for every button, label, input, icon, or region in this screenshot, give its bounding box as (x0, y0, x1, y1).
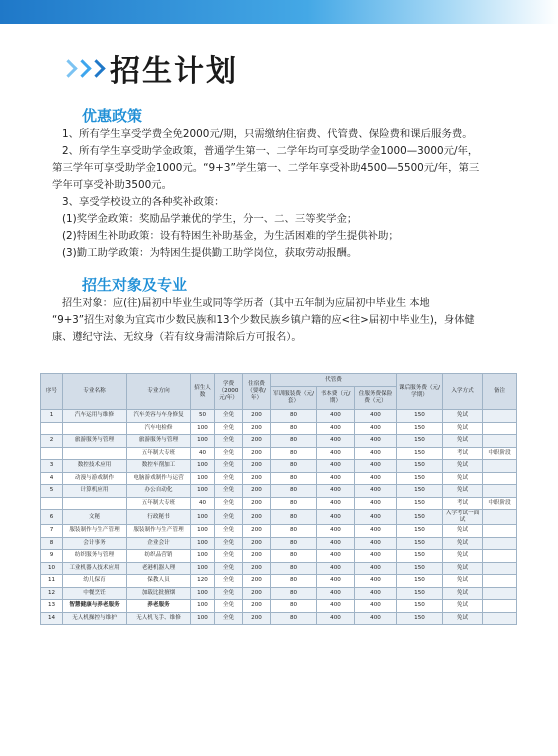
cell-service: 150 (397, 472, 443, 485)
table-body (41, 410, 517, 625)
table-row (41, 562, 517, 575)
cell-insurance: 400 (355, 575, 397, 588)
cell-service: 150 (397, 422, 443, 435)
cell-books: 400 (317, 525, 355, 538)
cell-major: 会计事务 (63, 537, 127, 550)
header-major: 专业名称 (63, 374, 127, 410)
cell-insurance: 400 (355, 525, 397, 538)
cell-dorm: 200 (243, 600, 271, 613)
cell-tuition: 全免 (215, 587, 243, 600)
cell-service: 150 (397, 460, 443, 473)
cell-plan: 100 (191, 485, 215, 498)
cell-plan: 120 (191, 575, 215, 588)
cell-admission: 免试 (443, 587, 483, 600)
cell-admission: 免试 (443, 600, 483, 613)
cell-tuition: 全免 (215, 510, 243, 525)
policy-line: 1、所有学生享受学费全免2000元/期，只需缴纳住宿费、代管费、保险费和课后服务费。 (62, 128, 473, 140)
cell-insurance: 400 (355, 510, 397, 525)
cell-remark: 中职阶段 (483, 447, 517, 460)
cell-plan: 100 (191, 600, 215, 613)
cell-remark (483, 575, 517, 588)
table-row (41, 550, 517, 563)
cell-insurance: 400 (355, 447, 397, 460)
cell-dorm: 200 (243, 562, 271, 575)
cell-seq: 14 (41, 612, 63, 625)
cell-plan: 100 (191, 562, 215, 575)
cell-direction: 无人机飞手、维修 (127, 612, 191, 625)
cell-plan: 100 (191, 537, 215, 550)
cell-books: 400 (317, 510, 355, 525)
cell-direction: 行政秘书 (127, 510, 191, 525)
table-row (41, 422, 517, 435)
cell-tuition: 全免 (215, 497, 243, 510)
cell-major (63, 447, 127, 460)
cell-dorm: 200 (243, 447, 271, 460)
cell-remark (483, 525, 517, 538)
cell-books: 400 (317, 587, 355, 600)
cell-service: 150 (397, 562, 443, 575)
cell-dorm: 200 (243, 497, 271, 510)
page-header (62, 48, 238, 88)
cell-seq (41, 447, 63, 460)
cell-service: 150 (397, 587, 443, 600)
policy-line: (3)勤工助学政策：为特困生提供勤工助学岗位，获取劳动报酬。 (62, 247, 358, 259)
cell-tuition: 全免 (215, 472, 243, 485)
cell-major (63, 497, 127, 510)
cell-seq: 1 (41, 410, 63, 423)
cell-seq: 4 (41, 472, 63, 485)
cell-tuition: 全免 (215, 485, 243, 498)
policy-section-title: 优惠政策 (82, 107, 143, 125)
cell-direction: 汽车美容与车身修复 (127, 410, 191, 423)
cell-remark (483, 587, 517, 600)
cell-admission: 免试 (443, 537, 483, 550)
table-row (41, 510, 517, 525)
cell-admission: 免试 (443, 562, 483, 575)
cell-tuition: 全免 (215, 612, 243, 625)
cell-dorm: 200 (243, 587, 271, 600)
cell-plan: 100 (191, 460, 215, 473)
cell-remark (483, 537, 517, 550)
cell-tuition: 全免 (215, 447, 243, 460)
cell-admission: 免试 (443, 472, 483, 485)
cell-uniform: 80 (271, 422, 317, 435)
table-row (41, 587, 517, 600)
cell-seq: 3 (41, 460, 63, 473)
cell-seq: 11 (41, 575, 63, 588)
cell-tuition: 全免 (215, 550, 243, 563)
cell-major: 纺织服务与管理 (63, 550, 127, 563)
header-uniform: 军训服装费（元/套） (271, 387, 317, 410)
cell-plan: 100 (191, 435, 215, 448)
cell-major: 工业机器人技术应用 (63, 562, 127, 575)
cell-books: 400 (317, 600, 355, 613)
cell-plan: 100 (191, 472, 215, 485)
cell-insurance: 400 (355, 435, 397, 448)
table-row (41, 575, 517, 588)
cell-remark (483, 562, 517, 575)
cell-plan: 100 (191, 612, 215, 625)
cell-books: 400 (317, 447, 355, 460)
cell-plan: 100 (191, 525, 215, 538)
cell-service: 150 (397, 537, 443, 550)
cell-tuition: 全免 (215, 422, 243, 435)
cell-seq (41, 422, 63, 435)
cell-major (63, 422, 127, 435)
header-books: 书本费（元/期） (317, 387, 355, 410)
cell-direction: 养老服务 (127, 600, 191, 613)
cell-insurance: 400 (355, 422, 397, 435)
cell-books: 400 (317, 472, 355, 485)
cell-direction: 旅游服务与管理 (127, 435, 191, 448)
cell-insurance: 400 (355, 550, 397, 563)
cell-service: 150 (397, 525, 443, 538)
cell-books: 400 (317, 460, 355, 473)
cell-insurance: 400 (355, 410, 397, 423)
cell-admission: 免试 (443, 435, 483, 448)
cell-dorm: 200 (243, 435, 271, 448)
table-row (41, 525, 517, 538)
policy-line: 3、享受学校设立的各种奖补政策： (62, 196, 225, 208)
cell-major: 旅游服务与管理 (63, 435, 127, 448)
cell-uniform: 80 (271, 460, 317, 473)
header-insurance: 住服务费保险费（元） (355, 387, 397, 410)
cell-admission: 免试 (443, 550, 483, 563)
cell-uniform: 80 (271, 612, 317, 625)
cell-uniform: 80 (271, 587, 317, 600)
cell-books: 400 (317, 497, 355, 510)
cell-plan: 40 (191, 497, 215, 510)
cell-seq (41, 497, 63, 510)
cell-direction: 五年制大专班 (127, 447, 191, 460)
cell-tuition: 全免 (215, 600, 243, 613)
cell-remark: 中职阶段 (483, 497, 517, 510)
cell-insurance: 400 (355, 497, 397, 510)
cell-direction: 五年制大专班 (127, 497, 191, 510)
cell-admission: 免试 (443, 575, 483, 588)
cell-tuition: 全免 (215, 562, 243, 575)
cell-insurance: 400 (355, 587, 397, 600)
cell-major: 数控技术应用 (63, 460, 127, 473)
cell-dorm: 200 (243, 510, 271, 525)
header-tuition: 学费（2000元/年） (215, 374, 243, 410)
cell-dorm: 200 (243, 410, 271, 423)
cell-plan: 40 (191, 447, 215, 460)
cell-uniform: 80 (271, 497, 317, 510)
cell-uniform: 80 (271, 510, 317, 525)
cell-uniform: 80 (271, 472, 317, 485)
policy-line: (2)特困生补助政策：设有特困生补助基金，为生活困难的学生提供补助； (62, 230, 399, 242)
cell-direction: 保教人员 (127, 575, 191, 588)
cell-remark (483, 460, 517, 473)
cell-admission: 免试 (443, 410, 483, 423)
header-plan: 招生人数 (191, 374, 215, 410)
cell-major: 计算机应用 (63, 485, 127, 498)
cell-books: 400 (317, 422, 355, 435)
cell-major: 智慧健康与养老服务 (63, 600, 127, 613)
cell-insurance: 400 (355, 460, 397, 473)
cell-dorm: 200 (243, 525, 271, 538)
cell-seq: 5 (41, 485, 63, 498)
cell-insurance: 400 (355, 612, 397, 625)
cell-books: 400 (317, 612, 355, 625)
top-decorative-band (0, 0, 558, 24)
cell-insurance: 400 (355, 600, 397, 613)
enroll-section-title: 招生对象及专业 (82, 276, 188, 294)
header-admission: 入学方式 (443, 374, 483, 410)
cell-plan: 50 (191, 410, 215, 423)
table-row (41, 612, 517, 625)
cell-insurance: 400 (355, 485, 397, 498)
chevron-right-icon (62, 62, 104, 75)
cell-dorm: 200 (243, 550, 271, 563)
cell-uniform: 80 (271, 435, 317, 448)
cell-admission: 考试 (443, 497, 483, 510)
cell-major: 汽车运用与维修 (63, 410, 127, 423)
cell-books: 400 (317, 410, 355, 423)
cell-direction: 办公自动化 (127, 485, 191, 498)
cell-dorm: 200 (243, 472, 271, 485)
header-direction: 专业方向 (127, 374, 191, 410)
policy-line: 第三学年可享受助学金1000元。“9+3”学生第一、二学年享受补助4500—5500元/年，第三 (52, 162, 480, 174)
cell-dorm: 200 (243, 422, 271, 435)
cell-uniform: 80 (271, 537, 317, 550)
policy-line: (1)奖学金政策：奖励品学兼优的学生，分一、二、三等奖学金； (62, 213, 358, 225)
cell-remark (483, 485, 517, 498)
cell-direction: 数控车削加工 (127, 460, 191, 473)
enroll-line: “9+3”招生对象为宜宾市少数民族和13个少数民族乡镇户籍的应<往>届初中毕业生)，身体健 (52, 315, 475, 326)
table-row (41, 410, 517, 423)
cell-direction: 老港机器人理 (127, 562, 191, 575)
cell-service: 150 (397, 447, 443, 460)
cell-seq: 2 (41, 435, 63, 448)
cell-admission: 免试 (443, 525, 483, 538)
cell-tuition: 全免 (215, 460, 243, 473)
cell-tuition: 全免 (215, 525, 243, 538)
cell-admission: 考试 (443, 447, 483, 460)
cell-admission: 免试 (443, 460, 483, 473)
cell-plan: 100 (191, 550, 215, 563)
cell-admission: 免试 (443, 612, 483, 625)
cell-service: 150 (397, 550, 443, 563)
cell-direction: 电脑游戏制作与运营 (127, 472, 191, 485)
cell-remark (483, 510, 517, 525)
policy-line: 2、所有学生享受助学金政策，普通学生第一、二学年均可享受助学金1000—3000元/年， (62, 145, 479, 157)
cell-uniform: 80 (271, 485, 317, 498)
cell-uniform: 80 (271, 550, 317, 563)
cell-uniform: 80 (271, 575, 317, 588)
cell-dorm: 200 (243, 485, 271, 498)
cell-remark (483, 612, 517, 625)
table-row (41, 600, 517, 613)
cell-dorm: 200 (243, 537, 271, 550)
cell-service: 150 (397, 612, 443, 625)
cell-tuition: 全免 (215, 435, 243, 448)
table-row (41, 447, 517, 460)
table-row (41, 435, 517, 448)
header-dorm: 住宿费（要收/年） (243, 374, 271, 410)
cell-books: 400 (317, 485, 355, 498)
cell-uniform: 80 (271, 447, 317, 460)
enroll-line: 招生对象：应(往)届初中毕业生或同等学历者（其中五年制为应届初中毕业生 本地 (62, 298, 430, 309)
cell-plan: 100 (191, 587, 215, 600)
cell-uniform: 80 (271, 600, 317, 613)
cell-direction: 加载比批擅烟 (127, 587, 191, 600)
cell-remark (483, 550, 517, 563)
cell-remark (483, 422, 517, 435)
cell-service: 150 (397, 435, 443, 448)
cell-remark (483, 472, 517, 485)
cell-seq: 9 (41, 550, 63, 563)
table-row (41, 485, 517, 498)
cell-service: 150 (397, 575, 443, 588)
cell-direction: 服装制作与生产管理 (127, 525, 191, 538)
cell-books: 400 (317, 537, 355, 550)
header-service: 课后服务费（元/学期） (397, 374, 443, 410)
cell-service: 150 (397, 410, 443, 423)
cell-seq: 10 (41, 562, 63, 575)
cell-major: 服装制作与生产管理 (63, 525, 127, 538)
cell-books: 400 (317, 575, 355, 588)
cell-admission: 入学考试一面试 (443, 510, 483, 525)
cell-dorm: 200 (243, 460, 271, 473)
table-row (41, 537, 517, 550)
table-row (41, 460, 517, 473)
cell-books: 400 (317, 435, 355, 448)
cell-books: 400 (317, 550, 355, 563)
cell-major: 幼儿保育 (63, 575, 127, 588)
cell-dorm: 200 (243, 575, 271, 588)
cell-direction: 汽车电检修 (127, 422, 191, 435)
cell-major: 动漫与游戏制作 (63, 472, 127, 485)
table-row (41, 472, 517, 485)
cell-service: 150 (397, 485, 443, 498)
cell-remark (483, 600, 517, 613)
cell-seq: 6 (41, 510, 63, 525)
cell-tuition: 全免 (215, 537, 243, 550)
cell-service: 150 (397, 510, 443, 525)
cell-seq: 8 (41, 537, 63, 550)
cell-admission: 免试 (443, 422, 483, 435)
cell-seq: 12 (41, 587, 63, 600)
enrollment-table (40, 373, 516, 625)
cell-seq: 7 (41, 525, 63, 538)
cell-remark (483, 435, 517, 448)
cell-service: 150 (397, 600, 443, 613)
cell-service: 150 (397, 497, 443, 510)
cell-direction: 企业会计 (127, 537, 191, 550)
header-seq: 序号 (41, 374, 63, 410)
cell-tuition: 全免 (215, 410, 243, 423)
cell-admission: 免试 (443, 485, 483, 498)
cell-insurance: 400 (355, 537, 397, 550)
table-row (41, 497, 517, 510)
cell-insurance: 400 (355, 472, 397, 485)
policy-line: 学年可享受补助3500元。 (52, 179, 172, 191)
cell-remark (483, 410, 517, 423)
cell-major: 无人机操控与维护 (63, 612, 127, 625)
cell-direction: 纺织品营销 (127, 550, 191, 563)
cell-plan: 100 (191, 422, 215, 435)
cell-uniform: 80 (271, 562, 317, 575)
cell-seq: 13 (41, 600, 63, 613)
cell-tuition: 全免 (215, 575, 243, 588)
cell-plan: 100 (191, 510, 215, 525)
page-title: 招生计划 (110, 54, 238, 89)
enroll-line: 康、遵纪守法、无纹身（若有纹身需清除后方可报名）。 (52, 332, 302, 343)
cell-books: 400 (317, 562, 355, 575)
cell-major: 中餐烹饪 (63, 587, 127, 600)
cell-dorm: 200 (243, 612, 271, 625)
header-custody: 代管费 (271, 374, 397, 387)
cell-uniform: 80 (271, 525, 317, 538)
cell-uniform: 80 (271, 410, 317, 423)
header-remark: 备注 (483, 374, 517, 410)
cell-major: 文秘 (63, 510, 127, 525)
cell-insurance: 400 (355, 562, 397, 575)
